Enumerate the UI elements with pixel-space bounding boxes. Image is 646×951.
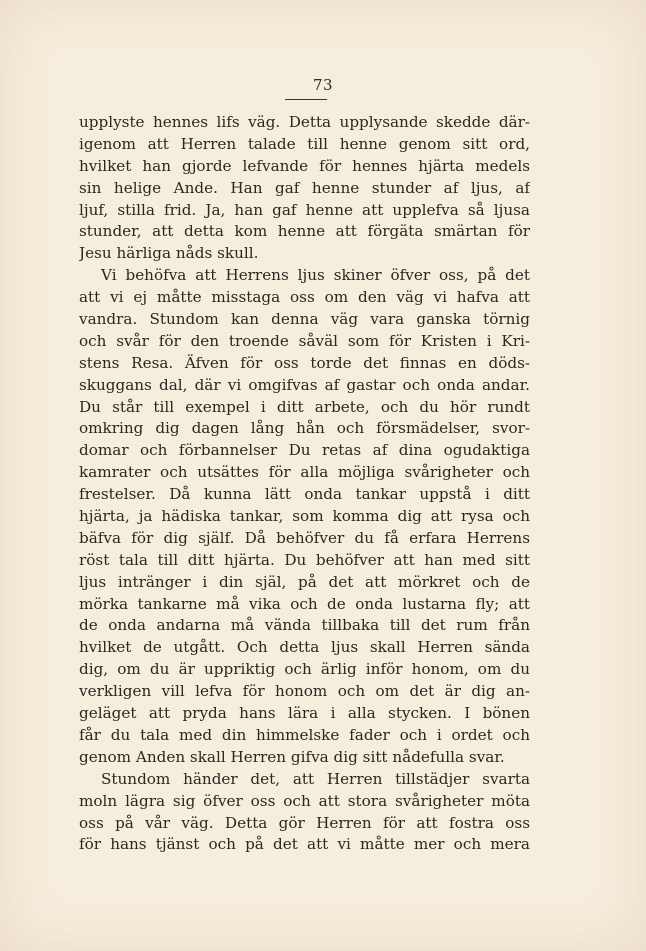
body-text <box>79 112 530 856</box>
text-line: för hans tjänst och på det att vi måtte mer och mera <box>79 835 530 854</box>
text-line: bäfva för dig själf. Då behöfver du få erfara Herrens <box>79 528 530 547</box>
text-line: de onda andarna må vända tillbaka till det rum från <box>79 616 530 635</box>
text-line: stens Resa. Äfven för oss torde det finnas en döds- <box>79 353 530 372</box>
text-line: skuggans dal, där vi omgifvas af gastar och onda andar. <box>79 375 530 394</box>
text-line: kamrater och utsättes för alla möjliga svårigheter och <box>79 463 530 482</box>
text-line: Vi behöfva att Herrens ljus skiner öfver oss, på det <box>101 266 530 285</box>
text-line: omkring dig dagen lång hån och försmädelser, svor- <box>79 419 530 438</box>
text-line: frestelser. Då kunna lätt onda tankar uppstå i ditt <box>79 485 530 504</box>
text-line: att vi ej måtte misstaga oss om den väg vi hafva att <box>79 288 530 307</box>
text-line: igenom att Herren talade till henne genom sitt ord, <box>79 134 530 153</box>
text-line: verkligen vill lefva för honom och om det är dig an- <box>79 682 530 701</box>
page-number-rule <box>285 99 327 100</box>
text-line: ljus intränger i din själ, på det att mörkret och de <box>79 572 530 591</box>
text-line: stunder, att detta kom henne att förgäta smärtan för <box>79 222 530 241</box>
text-line: geläget att pryda hans lära i alla stycken. I bönen <box>79 704 530 723</box>
text-line: Jesu härliga nåds skull. <box>79 244 259 263</box>
text-line: vandra. Stundom kan denna väg vara ganska törnig <box>79 310 530 329</box>
text-line: domar och förbannelser Du retas af dina ogudaktiga <box>79 441 530 460</box>
text-line: hjärta, ja hädiska tankar, som komma dig att rysa och <box>79 507 530 526</box>
text-line: ljuf, stilla frid. Ja, han gaf henne att upplefva så ljusa <box>79 200 530 219</box>
text-line: sin helige Ande. Han gaf henne stunder af ljus, af <box>79 178 530 197</box>
text-line: dig, om du är uppriktig och ärlig inför honom, om du <box>79 660 530 679</box>
text-line: får du tala med din himmelske fader och i ordet och <box>79 725 530 744</box>
text-line: och svår för den troende såväl som för Kristen i Kri- <box>79 331 530 350</box>
text-line: genom Anden skall Herren gifva dig sitt nådefulla svar. <box>79 747 505 766</box>
text-line: hvilket de utgått. Och detta ljus skall Herren sända <box>79 638 530 657</box>
text-line: hvilket han gjorde lefvande för hennes hjärta medels <box>79 156 530 175</box>
text-line: upplyste hennes lifs väg. Detta upplysande skedde där- <box>79 113 530 131</box>
text-line: oss på vår väg. Detta gör Herren för att fostra oss <box>79 813 530 832</box>
text-line: mörka tankarne må vika och de onda lustarna fly; att <box>79 594 530 613</box>
text-line: Du står till exempel i ditt arbete, och du hör rundt <box>79 397 530 416</box>
text-line: moln lägra sig öfver oss och att stora svårigheter möta <box>79 791 530 810</box>
text-line: Stundom händer det, att Herren tillstädjer svarta <box>101 769 530 788</box>
page-number: 73 <box>312 76 334 94</box>
text-line: röst tala till ditt hjärta. Du behöfver att han med sitt <box>79 550 530 569</box>
